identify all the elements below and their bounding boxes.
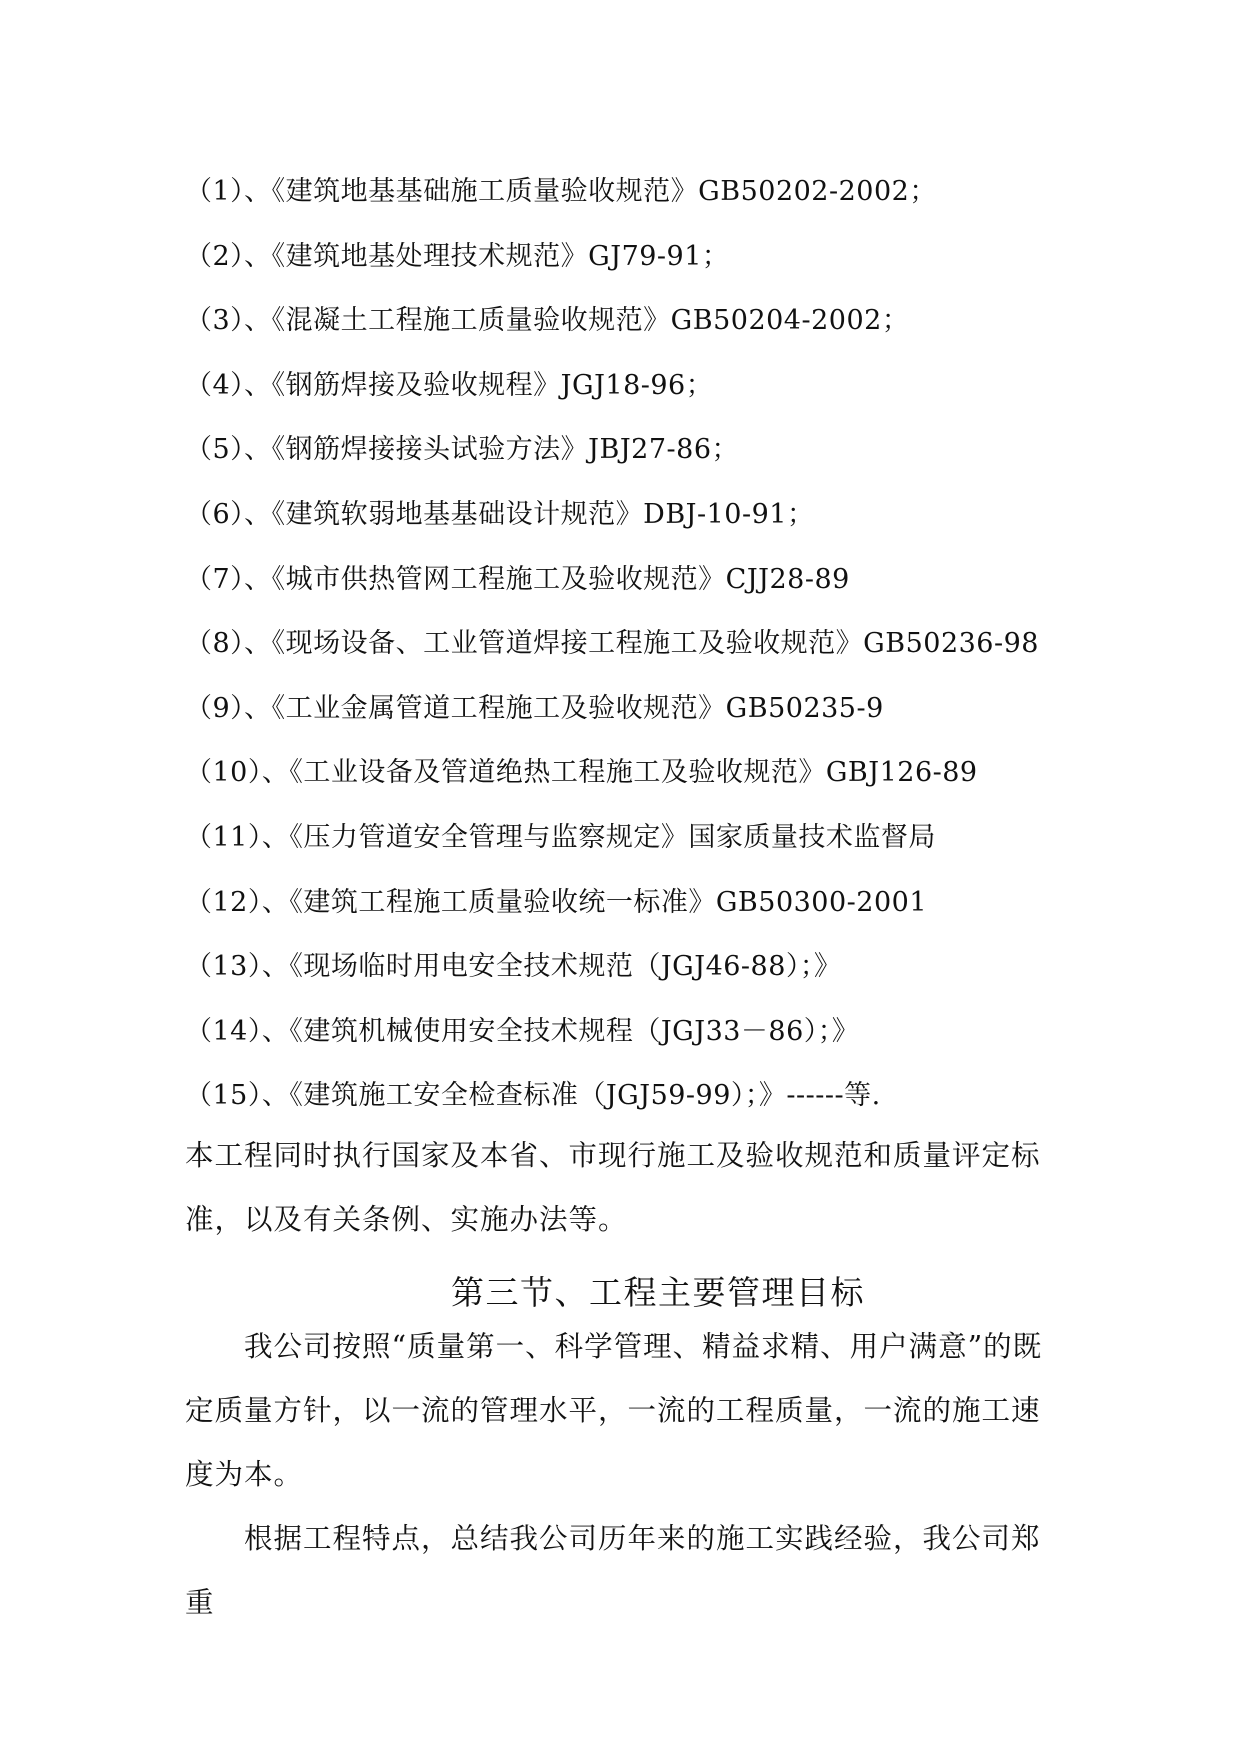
list-item: （9）、《工业金属管道工程施工及验收规范》GB50235-9 <box>185 692 884 724</box>
summary-paragraph: 本工程同时执行国家及本省、市现行施工及验收规范和质量评定标准，以及有关条例、实施办法等。 <box>185 1139 1041 1236</box>
list-item: （15）、《建筑施工安全检查标准（JGJ59-99）；》------等. <box>185 1080 881 1112</box>
list-item: （10）、《工业设备及管道绝热工程施工及验收规范》GBJ126-89 <box>185 757 978 789</box>
list-item: （4）、《钢筋焊接及验收规程》JGJ18-96； <box>185 369 714 401</box>
list-item: （12）、《建筑工程施工质量验收统一标准》GB50300-2001 <box>185 886 927 918</box>
list-item: （5）、《钢筋焊接接头试验方法》JBJ27-86； <box>185 434 740 466</box>
list-item: （3）、《混凝土工程施工质量验收规范》GB50204-2002； <box>185 305 910 337</box>
list-item: （11）、《压力管道安全管理与监察规定》国家质量技术监督局 <box>185 821 936 853</box>
list-item: （6）、《建筑软弱地基基础设计规范》DBJ-10-91； <box>185 498 815 530</box>
list-item: （8）、《现场设备、工业管道焊接工程施工及验收规范》GB50236-98 <box>185 628 1039 660</box>
list-item: （1）、《建筑地基基础施工质量验收规范》GB50202-2002； <box>185 176 937 207</box>
body-paragraph: 我公司按照“质量第一、科学管理、精益求精、用户满意”的既定质量方针，以一流的管理水平，一流的工程质量，一流的施工速度为本。 <box>185 1330 1043 1491</box>
list-item: （7）、《城市供热管网工程施工及验收规范》CJJ28-89 <box>185 563 850 595</box>
standards-list <box>185 160 1085 1129</box>
list-item: （2）、《建筑地基处理技术规范》GJ79-91； <box>185 240 730 272</box>
list-item: （13）、《现场临时用电安全技术规范（JGJ46-88）；》 <box>185 951 842 983</box>
section-heading: 第三节、工程主要管理目标 <box>451 1273 865 1312</box>
list-item: （14）、《建筑机械使用安全技术规程（JGJ33－86）；》 <box>185 1015 860 1047</box>
body-paragraph: 根据工程特点，总结我公司历年来的施工实践经验，我公司郑重 <box>185 1522 1041 1619</box>
